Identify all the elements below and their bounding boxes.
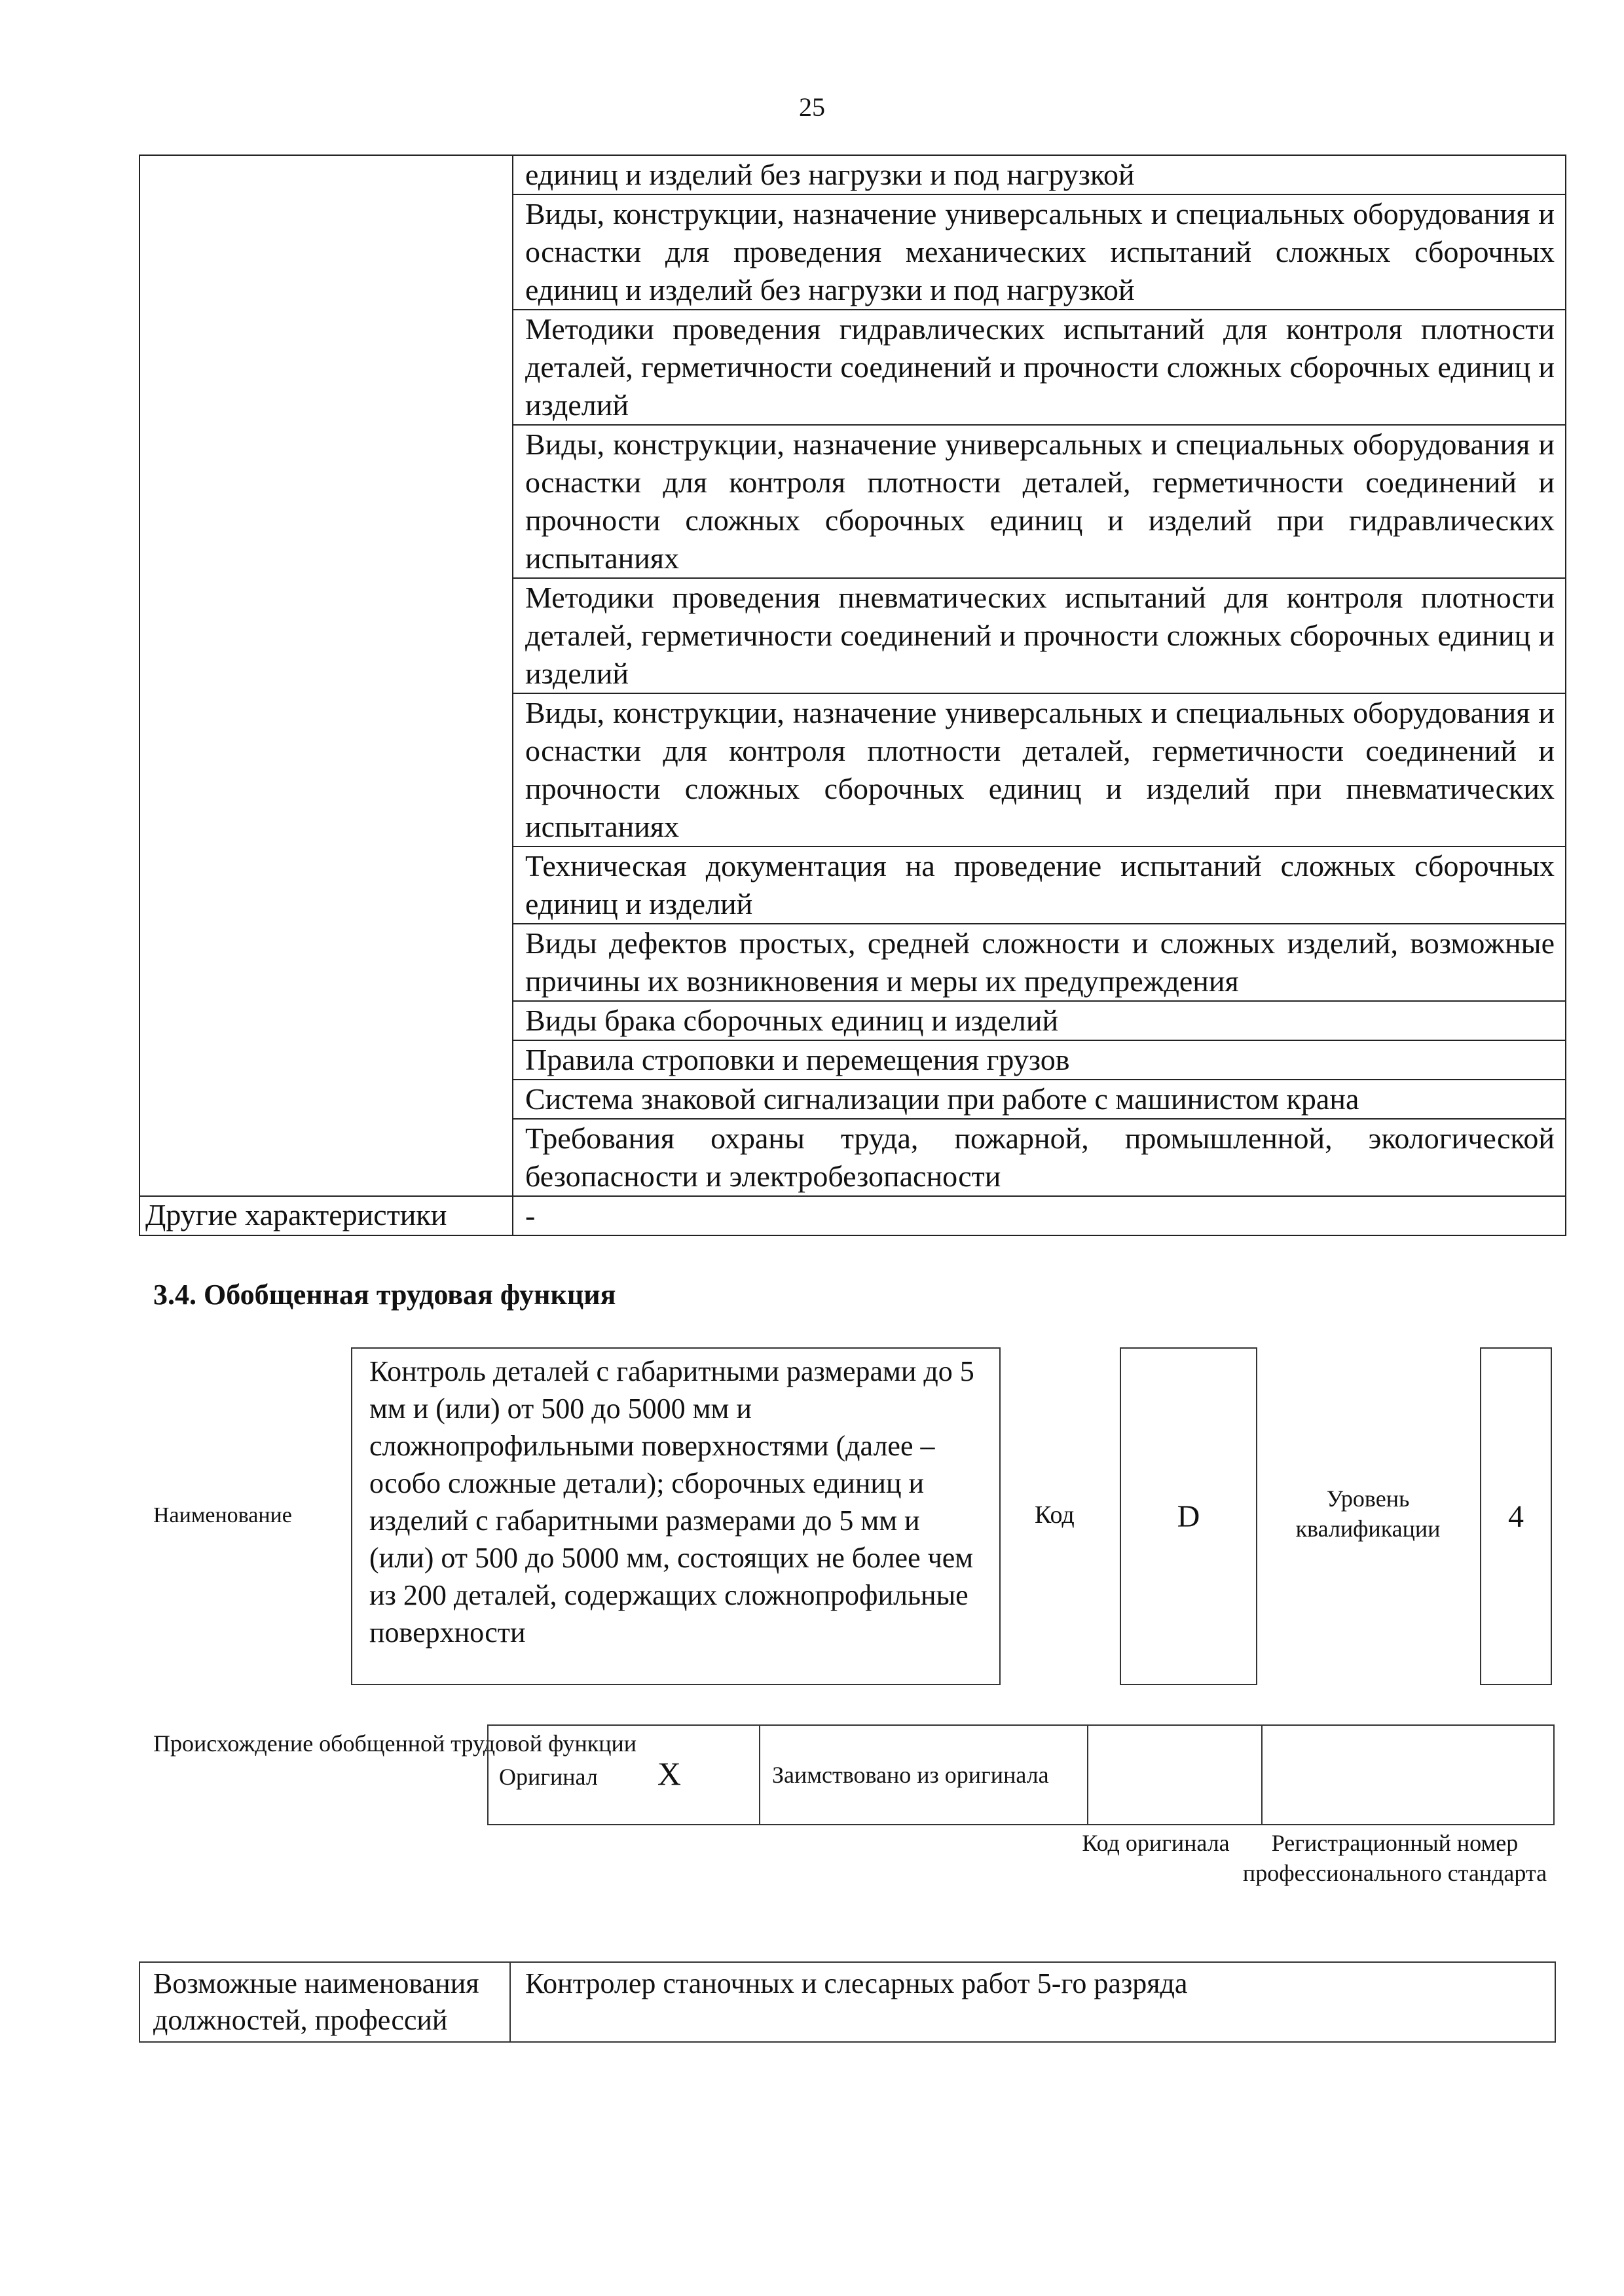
other-characteristics-row <box>139 1196 1566 1235</box>
qualification-level-value: 4 <box>1480 1347 1552 1685</box>
qualification-level-label: Уровень квалификации <box>1295 1485 1441 1542</box>
function-name-value: Контроль деталей с габаритными размерами до 5 мм и (или) от 500 до 5000 мм и сложнопрофильными поверхностями (далее – особо сложные детали); сборочных единиц и изделий с габаритными размерами до 5 мм и (или) от 500 до 5000 мм, состоящих не более чем из 200 деталей, содержащих сложнопрофильные поверхности <box>351 1347 1001 1685</box>
knowledge-item: Методики проведения пневматических испытаний для контроля плотности деталей, герметичности соединений и прочности сложных сборочных единиц и изделий <box>513 578 1566 693</box>
original-label: Оригинал <box>499 1763 598 1790</box>
knowledge-label-cell <box>139 155 513 1196</box>
origin-table <box>487 1724 1555 1825</box>
positions-table <box>139 1961 1556 2043</box>
original-code-caption: Код оригинала <box>1082 1830 1230 1856</box>
registration-number-caption: Регистрационный номер профессионального стандарта <box>1242 1830 1547 1886</box>
code-label: Код <box>1035 1501 1075 1529</box>
knowledge-item: Виды, конструкции, назначение универсальных и специальных оборудования и оснастки для контроля плотности деталей, герметичности соединений и прочности сложных сборочных единиц и изделий при пневматических испытаниях <box>513 693 1566 847</box>
origin-label: Происхождение обобщенной трудовой функции <box>153 1730 637 1757</box>
page-number: 25 <box>799 92 825 122</box>
borrowed-label: Заимствовано из оригинала <box>760 1725 1088 1825</box>
original-code-cell <box>1088 1725 1262 1825</box>
knowledge-item: Виды дефектов простых, средней сложности и сложных изделий, возможные причины их возникновения и меры их предупреждения <box>513 924 1566 1001</box>
knowledge-item: Виды, конструкции, назначение универсальных и специальных оборудования и оснастки для проведения механических испытаний сложных сборочных единиц и изделий без нагрузки и под нагрузкой <box>513 194 1566 310</box>
knowledge-row <box>139 155 1566 194</box>
knowledge-item: единиц и изделий без нагрузки и под нагрузкой <box>513 155 1566 194</box>
other-characteristics-value: - <box>513 1196 1566 1235</box>
name-label: Наименование <box>153 1503 292 1527</box>
section-title: 3.4. Обобщенная трудовая функция <box>153 1279 616 1311</box>
original-mark: X <box>657 1755 681 1792</box>
registration-number-cell <box>1262 1725 1554 1825</box>
knowledge-item: Система знаковой сигнализации при работе с машинистом крана <box>513 1080 1566 1119</box>
required-knowledge-table <box>139 155 1566 1236</box>
knowledge-item: Виды, конструкции, назначение универсальных и специальных оборудования и оснастки для контроля плотности деталей, герметичности соединений и прочности сложных сборочных единиц и изделий при гидравлических испытаниях <box>513 425 1566 578</box>
original-cell <box>488 1725 760 1825</box>
function-code-value: D <box>1120 1347 1257 1685</box>
positions-label: Возможные наименования должностей, профессий <box>139 1962 510 2042</box>
knowledge-item: Техническая документация на проведение испытаний сложных сборочных единиц и изделий <box>513 847 1566 924</box>
knowledge-item: Правила строповки и перемещения грузов <box>513 1040 1566 1080</box>
knowledge-item: Виды брака сборочных единиц и изделий <box>513 1001 1566 1040</box>
knowledge-item: Методики проведения гидравлических испытаний для контроля плотности деталей, герметичности соединений и прочности сложных сборочных единиц и изделий <box>513 310 1566 425</box>
positions-value: Контролер станочных и слесарных работ 5-го разряда <box>510 1962 1555 2042</box>
other-characteristics-label: Другие характеристики <box>139 1196 513 1235</box>
knowledge-item: Требования охраны труда, пожарной, промышленной, экологической безопасности и электробезопасности <box>513 1119 1566 1196</box>
